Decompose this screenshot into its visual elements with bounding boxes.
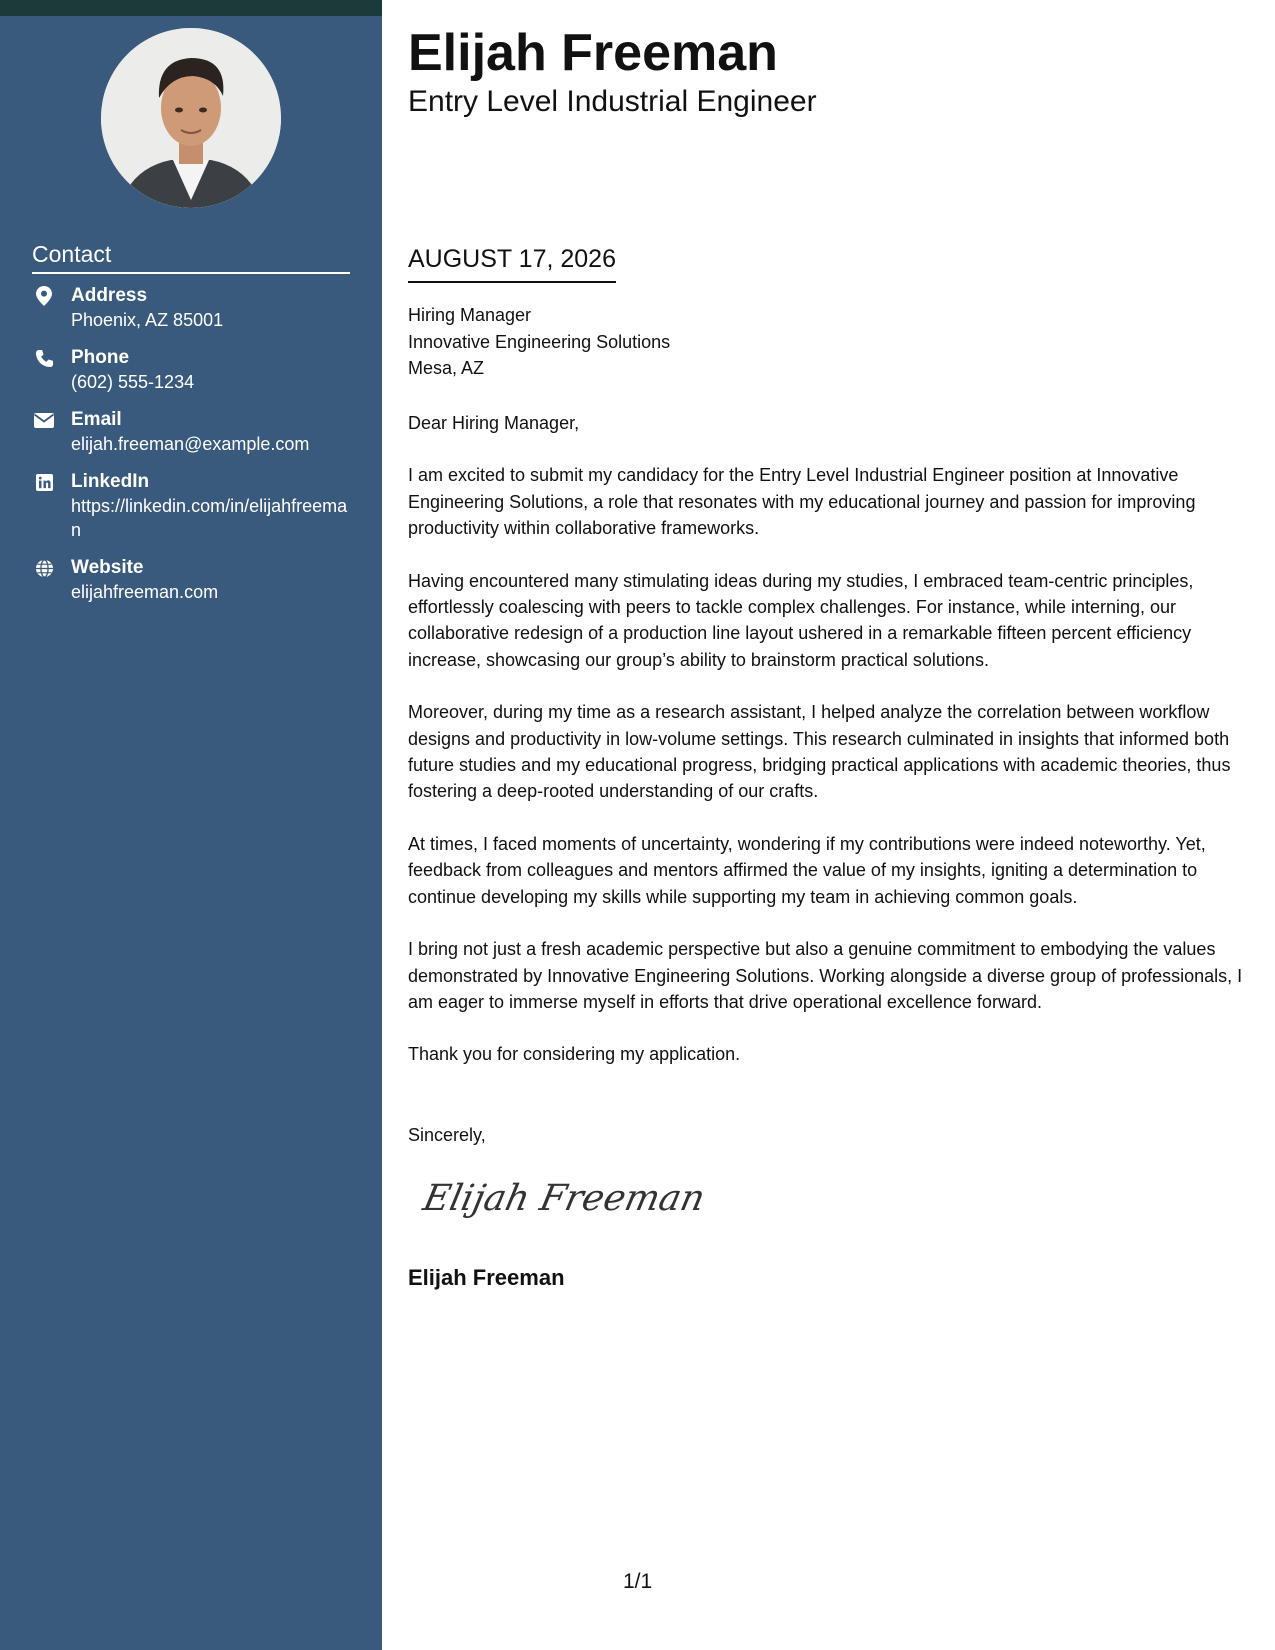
- closing: Sincerely,: [408, 1125, 486, 1145]
- contact-heading: Contact: [32, 241, 350, 274]
- body-paragraph: I am excited to submit my candidacy for the Entry Level Industrial Engineer position at Innovative Engineering Solutions, a role that resonates with my educational journey and passion for improving productivity within collaborative frameworks.: [408, 465, 1196, 539]
- page-number: 1/1: [623, 1570, 653, 1593]
- recipient-line: Hiring Manager: [408, 305, 532, 325]
- contact-value[interactable]: elijahfreeman.com: [71, 582, 219, 602]
- recipient-line: Mesa, AZ: [408, 358, 485, 378]
- contact-label: Address: [71, 285, 148, 306]
- body-paragraph: Having encountered many stimulating ideas during my studies, I embraced team-centric principles, effortlessly coalescing with peers to tackle complex challenges. For instance, while interning, our collaborative redesign of a production line layout ushered in a remarkable fifteen percent efficiency increase, showcasing our group’s ability to brainstorm practical solutions.: [408, 570, 1194, 670]
- map-pin-icon: [34, 286, 54, 306]
- contact-value[interactable]: elijah.freeman@example.com: [71, 434, 310, 454]
- applicant-role: Entry Level Industrial Engineer: [408, 85, 817, 118]
- profile-photo: [101, 28, 281, 208]
- handwritten-signature: Elijah Freeman: [419, 1178, 709, 1219]
- contact-value: (602) 555-1234: [71, 372, 195, 392]
- recipient-line: Innovative Engineering Solutions: [408, 331, 671, 352]
- recipient-block: [408, 302, 670, 382]
- signoff-name: Elijah Freeman: [408, 1265, 565, 1290]
- body-paragraph: Moreover, during my time as a research assistant, I helped analyze the correlation between workflow designs and productivity in low-volume settings. This research culminated in insights that informed both future studies and my educational progress, bridging practical applications with academic theories, thus fostering a deep-rooted understanding of our crafts.: [408, 702, 1231, 802]
- contact-item-address: [32, 284, 352, 332]
- contact-value: Phoenix, AZ 85001: [71, 310, 224, 330]
- avatar: [101, 28, 281, 208]
- envelope-icon: [34, 410, 54, 430]
- globe-icon: [34, 558, 54, 578]
- body-paragraph: Thank you for considering my application.: [408, 1044, 741, 1065]
- body-paragraph: At times, I faced moments of uncertainty, wondering if my contributions were indeed noteworthy. Yet, feedback from colleagues and mentors affirmed the value of my insights, igniting a determination to continue developing my skills while supporting my team in achieving common goals.: [408, 833, 1206, 907]
- contact-item-linkedin: [32, 470, 352, 542]
- linkedin-icon: [34, 472, 54, 492]
- contact-value[interactable]: https://linkedin.com/in/elijahfreeman: [71, 496, 348, 540]
- contact-label: LinkedIn: [71, 471, 150, 492]
- phone-icon: [34, 348, 54, 368]
- contact-label: Phone: [71, 347, 130, 368]
- letter-body: [408, 410, 1253, 1094]
- contact-label: Email: [71, 409, 122, 430]
- top-accent-bar: [0, 0, 382, 16]
- body-paragraph: I bring not just a fresh academic perspective but also a genuine commitment to embodying the values demonstrated by Innovative Engineering Solutions. Working alongside a diverse group of professionals, I am eager to immerse myself in efforts that drive operational excellence forward.: [408, 939, 1243, 1012]
- contact-item-website: [32, 556, 352, 604]
- contact-list: [32, 284, 352, 618]
- sidebar: [0, 16, 382, 1650]
- applicant-name: Elijah Freeman: [408, 24, 778, 82]
- contact-item-email: [32, 408, 352, 456]
- salutation: Dear Hiring Manager,: [408, 413, 580, 433]
- contact-label: Website: [71, 557, 144, 578]
- contact-item-phone: [32, 346, 352, 394]
- letter-date: AUGUST 17, 2026: [408, 243, 616, 283]
